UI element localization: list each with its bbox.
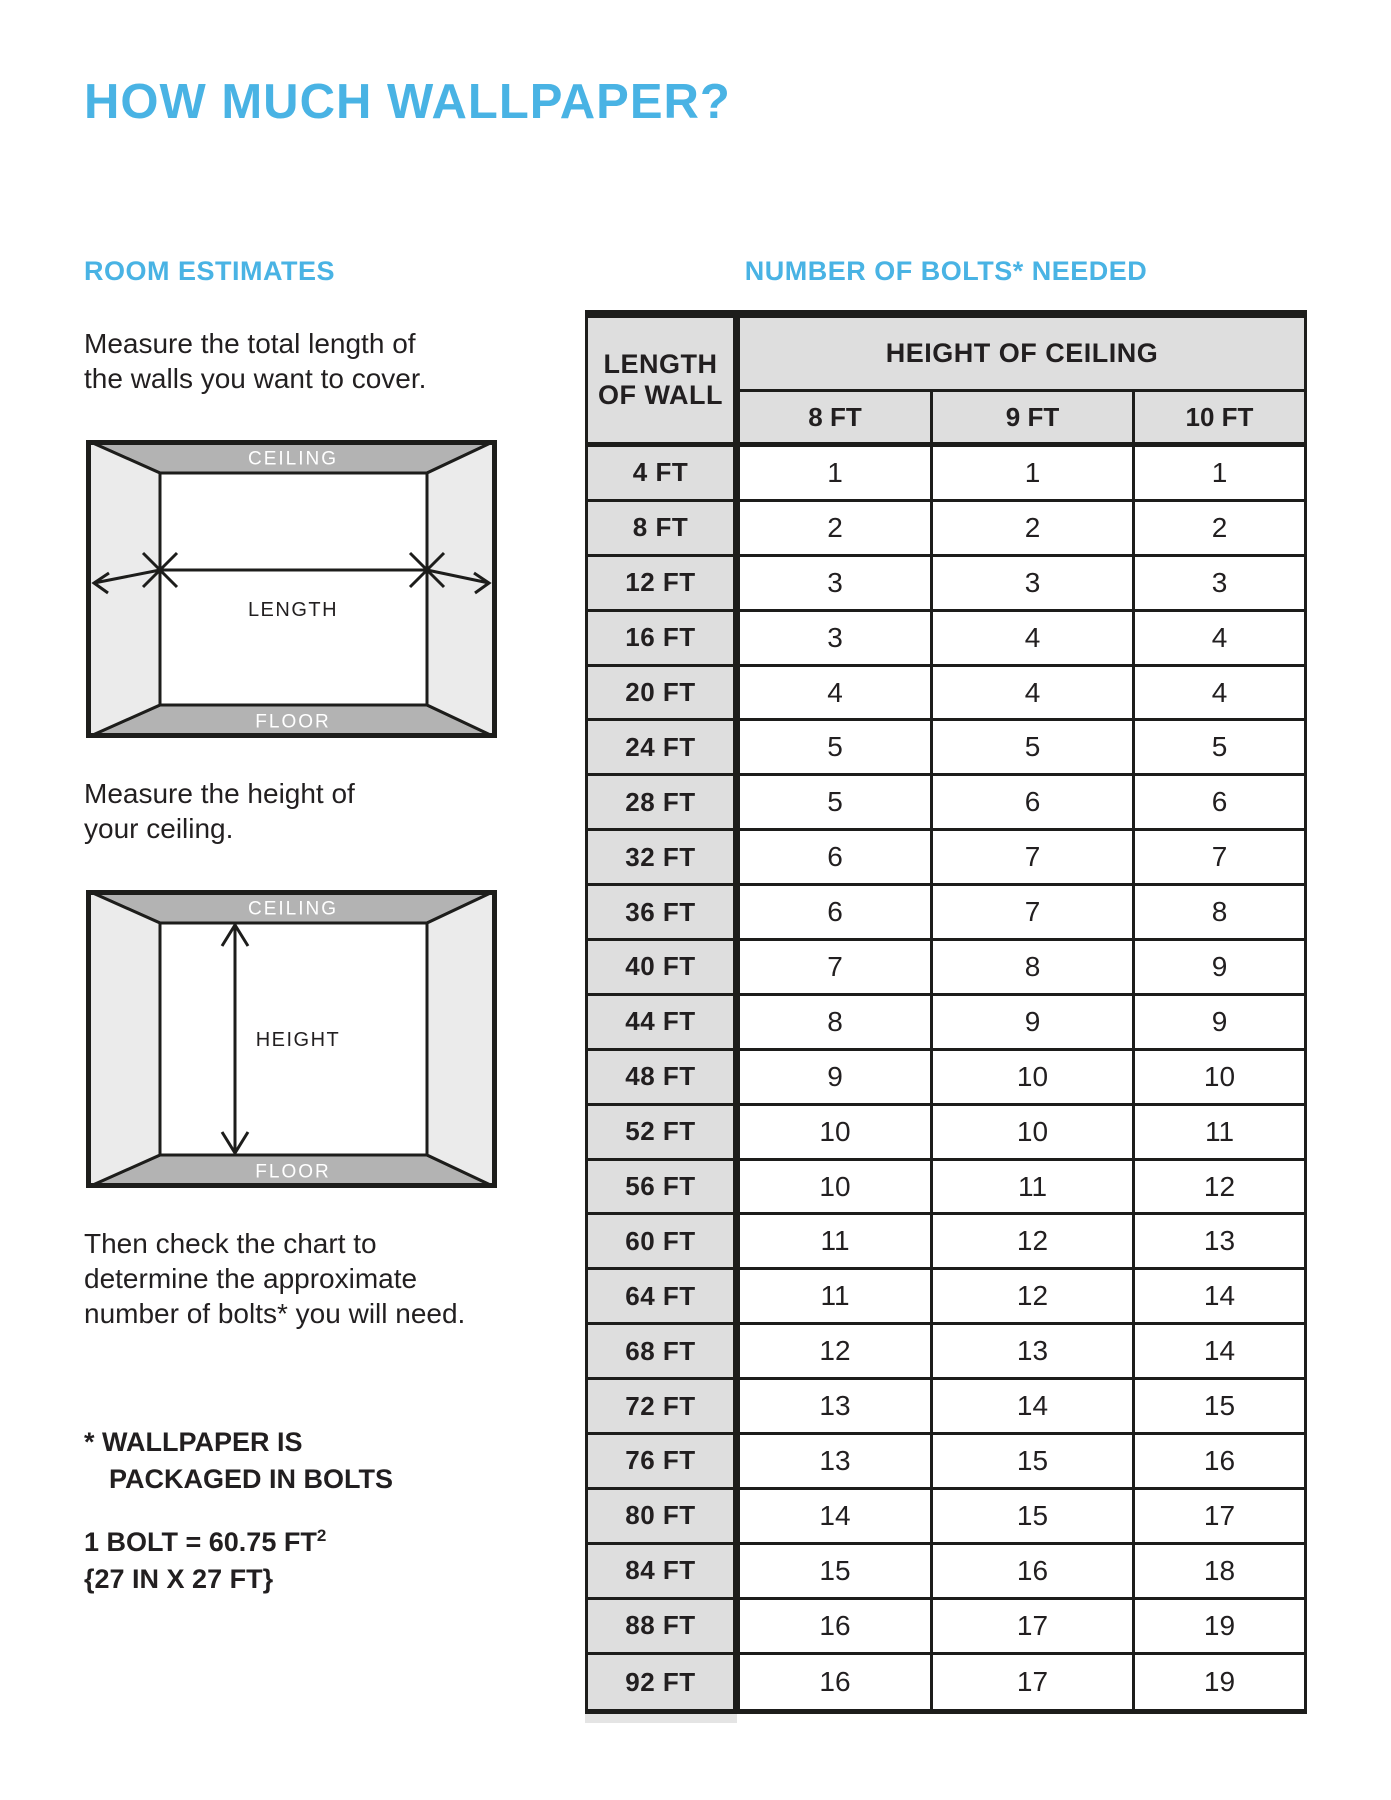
bolt-count-cell: 17: [930, 1655, 1132, 1710]
bolt-count-cell: 1: [930, 447, 1132, 502]
bolt-count-cell: 14: [740, 1490, 930, 1545]
bolt-count-cell: 11: [740, 1215, 930, 1270]
bolt-count-cell: 11: [930, 1161, 1132, 1216]
bolt-count-cell: 7: [1132, 831, 1304, 886]
bolt-count-cell: 13: [1132, 1215, 1304, 1270]
row-label: 68 FT: [588, 1325, 740, 1380]
instruction-line: your ceiling.: [84, 813, 234, 844]
bolt-count-cell: 2: [1132, 502, 1304, 557]
bolt-count-cell: 15: [740, 1545, 930, 1600]
bolts-needed-heading: NUMBER OF BOLTS* NEEDED: [744, 256, 1148, 286]
bolt-count-cell: 3: [930, 557, 1132, 612]
column-header-10ft: 10 FT: [1132, 392, 1304, 447]
row-label: 32 FT: [588, 831, 740, 886]
row-label: 20 FT: [588, 667, 740, 722]
bolts-table: [585, 310, 1307, 1714]
bolt-count-cell: 15: [930, 1435, 1132, 1490]
bolt-count-cell: 8: [930, 941, 1132, 996]
instruction-line: determine the approximate: [84, 1263, 418, 1294]
bolt-count-cell: 6: [1132, 776, 1304, 831]
row-label: 8 FT: [588, 502, 740, 557]
row-label: 60 FT: [588, 1215, 740, 1270]
bolt-count-cell: 12: [930, 1270, 1132, 1325]
length-label: LENGTH: [247, 599, 339, 621]
bolt-count-cell: 14: [930, 1380, 1132, 1435]
row-header-cell: [588, 318, 740, 447]
bolt-count-cell: 7: [930, 886, 1132, 941]
bolt-count-cell: 10: [740, 1161, 930, 1216]
left-wall: [86, 890, 160, 1188]
bolt-count-cell: 8: [740, 996, 930, 1051]
instruction-line: Measure the total length of: [84, 328, 416, 359]
instruction-check-chart: [84, 1226, 465, 1331]
bolt-count-cell: 18: [1132, 1545, 1304, 1600]
bolt-count-cell: 2: [740, 502, 930, 557]
row-label: 4 FT: [588, 447, 740, 502]
bolt-count-cell: 13: [740, 1380, 930, 1435]
superscript-2: 2: [316, 1526, 327, 1545]
row-label: 84 FT: [588, 1545, 740, 1600]
bolt-count-cell: 1: [1132, 447, 1304, 502]
page-title: HOW MUCH WALLPAPER?: [84, 75, 731, 129]
bolt-count-cell: 10: [740, 1106, 930, 1161]
bolt-count-cell: 13: [930, 1325, 1132, 1380]
column-header-8ft: 8 FT: [740, 392, 930, 447]
footnote-line: PACKAGED IN BOLTS: [109, 1464, 394, 1494]
bolt-count-cell: 1: [740, 447, 930, 502]
row-label: 64 FT: [588, 1270, 740, 1325]
bolt-count-cell: 4: [930, 612, 1132, 667]
row-label: 44 FT: [588, 996, 740, 1051]
instruction-line: the walls you want to cover.: [84, 363, 427, 394]
left-wall: [86, 440, 160, 738]
column-header-9ft: 9 FT: [930, 392, 1132, 447]
instruction-line: Then check the chart to: [84, 1228, 377, 1259]
row-header-line: LENGTH: [603, 349, 718, 379]
bolt-count-cell: 3: [1132, 557, 1304, 612]
bolt-count-cell: 17: [1132, 1490, 1304, 1545]
bolt-count-cell: 9: [1132, 996, 1304, 1051]
bolt-count-cell: 15: [1132, 1380, 1304, 1435]
row-label: 56 FT: [588, 1161, 740, 1216]
row-header-line: OF WALL: [598, 380, 723, 410]
row-label: 92 FT: [588, 1655, 740, 1710]
bolt-count-cell: 5: [740, 721, 930, 776]
table-left-column-stub: [585, 1714, 737, 1723]
footnote-line: * WALLPAPER IS: [84, 1427, 303, 1457]
footnote-line: 1 BOLT = 60.75 $FT^2$: [84, 1526, 327, 1557]
bolt-count-cell: 7: [740, 941, 930, 996]
instruction-line: Measure the height of: [84, 778, 355, 809]
bolt-count-cell: 11: [740, 1270, 930, 1325]
bolt-count-cell: 14: [1132, 1325, 1304, 1380]
bolt-count-cell: 16: [930, 1545, 1132, 1600]
bolt-count-cell: 4: [1132, 667, 1304, 722]
bolt-count-cell: 5: [1132, 721, 1304, 776]
row-label: 28 FT: [588, 776, 740, 831]
row-label: 80 FT: [588, 1490, 740, 1545]
bolt-count-cell: 12: [930, 1215, 1132, 1270]
instruction-measure-length: [84, 326, 426, 396]
room-estimates-heading: ROOM ESTIMATES: [84, 256, 336, 286]
bolt-count-cell: 16: [740, 1600, 930, 1655]
bolt-count-cell: 9: [930, 996, 1132, 1051]
footnote-line: {27 IN X 27 FT}: [84, 1564, 274, 1594]
floor-label: FLOOR: [255, 1161, 331, 1183]
bolt-count-cell: 2: [930, 502, 1132, 557]
bolt-size-footnote: [84, 1524, 326, 1598]
row-label: 24 FT: [588, 721, 740, 776]
bolt-count-cell: 6: [740, 831, 930, 886]
bolt-count-cell: 17: [930, 1600, 1132, 1655]
bolt-count-cell: 4: [1132, 612, 1304, 667]
bolt-count-cell: 16: [1132, 1435, 1304, 1490]
bolt-count-cell: 9: [1132, 941, 1304, 996]
row-label: 88 FT: [588, 1600, 740, 1655]
bolt-count-cell: 8: [1132, 886, 1304, 941]
ceiling-label: CEILING: [247, 898, 339, 920]
row-label: 52 FT: [588, 1106, 740, 1161]
row-label: 40 FT: [588, 941, 740, 996]
height-diagram: [86, 890, 497, 1188]
bolts-footnote: [84, 1424, 393, 1498]
bolt-count-cell: 19: [1132, 1655, 1304, 1710]
bolt-count-cell: 13: [740, 1435, 930, 1490]
bolt-count-cell: 9: [740, 1051, 930, 1106]
length-diagram-svg: [86, 440, 497, 738]
row-label: 36 FT: [588, 886, 740, 941]
bolt-count-cell: 10: [930, 1106, 1132, 1161]
right-wall: [427, 890, 497, 1188]
bolt-count-cell: 7: [930, 831, 1132, 886]
right-wall: [427, 440, 497, 738]
bolt-count-cell: 19: [1132, 1600, 1304, 1655]
bolt-count-cell: 6: [740, 886, 930, 941]
bolt-count-cell: 4: [740, 667, 930, 722]
ceiling-label: CEILING: [247, 448, 339, 470]
bolt-count-cell: 12: [1132, 1161, 1304, 1216]
bolt-count-cell: 11: [1132, 1106, 1304, 1161]
row-label: 16 FT: [588, 612, 740, 667]
back-wall: [160, 473, 427, 705]
row-label: 76 FT: [588, 1435, 740, 1490]
length-diagram: [86, 440, 497, 738]
bolt-count-cell: 5: [740, 776, 930, 831]
bolt-count-cell: 5: [930, 721, 1132, 776]
floor-label: FLOOR: [255, 711, 331, 733]
height-diagram-svg: [86, 890, 497, 1188]
bolt-count-cell: 10: [930, 1051, 1132, 1106]
instruction-measure-height: [84, 776, 355, 846]
height-label: HEIGHT: [255, 1029, 341, 1051]
row-label: 48 FT: [588, 1051, 740, 1106]
row-label: 12 FT: [588, 557, 740, 612]
bolt-count-cell: 4: [930, 667, 1132, 722]
column-group-header: HEIGHT OF CEILING: [740, 318, 1304, 392]
bolt-count-cell: 3: [740, 612, 930, 667]
bolt-count-cell: 15: [930, 1490, 1132, 1545]
bolt-count-cell: 6: [930, 776, 1132, 831]
instruction-line: number of bolts* you will need.: [84, 1298, 466, 1329]
bolt-count-cell: 3: [740, 557, 930, 612]
bolt-count-cell: 14: [1132, 1270, 1304, 1325]
bolt-count-cell: 12: [740, 1325, 930, 1380]
row-label: 72 FT: [588, 1380, 740, 1435]
bolt-count-cell: 16: [740, 1655, 930, 1710]
bolt-count-cell: 10: [1132, 1051, 1304, 1106]
